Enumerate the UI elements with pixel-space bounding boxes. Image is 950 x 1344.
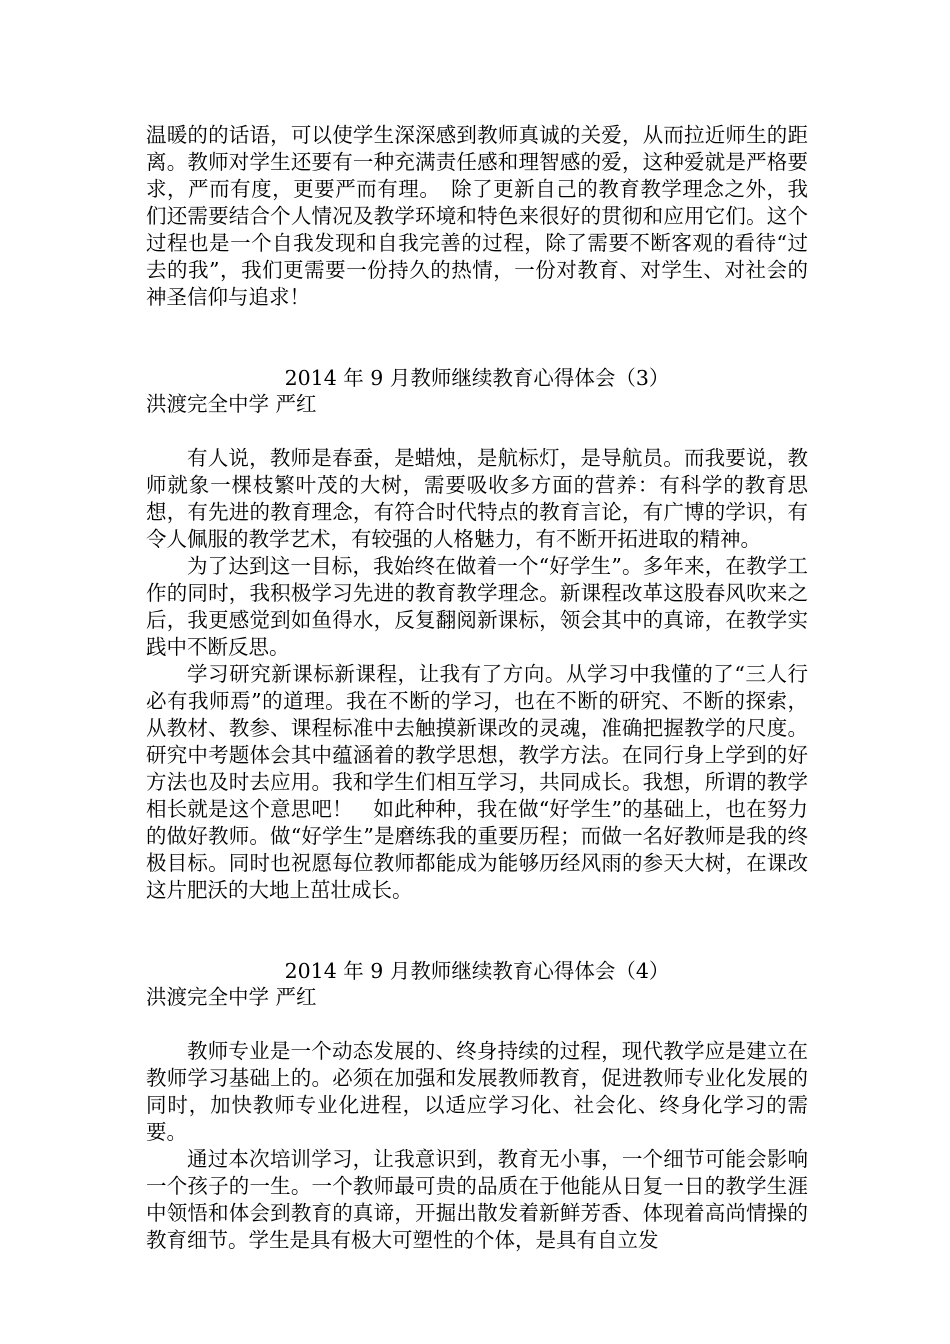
section-3-author: 洪渡完全中学 严红 <box>146 392 317 416</box>
section-3-paragraph-3: 学习研究新课标新课程，让我有了方向。从学习中我懂的了“三人行必有我师焉”的道理。我在不断的学习，也在不断的研究、不断的探索，从教材、教参、课程标准中去触摸新课改的灵魂，准确把握教学的尺度。研究中考题体会其中蕴涵着的教学思想，教学方法。在同行身上学到的好方法也及时去应用。我和学生们相互学习，共同成长。我想，所谓的教学相长就是这个意思吧！ 如此种种，我在做“好学生”的基础上，也在努力的做好教师。做“好学生”是磨练我的重要历程；而做一名好教师是我的终极目标。同时也祝愿每位教师都能成为能够历经风雨的参天大树，在课改这片肥沃的大地上茁壮成长。 <box>146 662 808 902</box>
intro-paragraph: 温暖的的话语，可以使学生深深感到教师真诚的关爱，从而拉近师生的距离。教师对学生还要有一种充满责任感和理智感的爱，这种爱就是严格要求，严而有度，更要严而有理。 除了更新自己的教育教学理念之外，我们还需要结合个人情况及教学环境和特色来很好的贯彻和应用它们。这个过程也是一个自我发现和自我完善的过程，除了需要不断客观的看待“过去的我”，我们更需要一份持久的热情，一份对教育、对学生、对社会的神圣信仰与追求！ <box>146 123 808 309</box>
section-3-paragraph-1: 有人说，教师是春蚕，是蜡烛，是航标灯，是导航员。而我要说，教师就象一棵枝繁叶茂的大树，需要吸收多方面的营养：有科学的教育思想，有先进的教育理念，有符合时代特点的教育言论，有广博的学识，有令人佩服的教学艺术，有较强的人格魅力，有不断开拓进取的精神。 <box>146 446 808 551</box>
section-4-paragraph-1: 教师专业是一个动态发展的、终身持续的过程，现代教学应是建立在教师学习基础上的。必须在加强和发展教师教育，促进教师专业化发展的同时，加快教师专业化进程，以适应学习化、社会化、终身化学习的需要。 <box>146 1039 808 1144</box>
section-spacer <box>146 1010 808 1038</box>
section-spacer <box>146 311 808 365</box>
section-3-paragraph-2: 为了达到这一目标，我始终在做着一个“好学生”。多年来，在教学工作的同时，我积极学习先进的教育教学理念。新课程改革这股春风吹来之后，我更感觉到如鱼得水，反复翻阅新课标，领会其中的真谛，在教学实践中不断反思。 <box>146 554 808 659</box>
section-4-paragraph-2: 通过本次培训学习，让我意识到，教育无小事，一个细节可能会影响一个孩子的一生。一个教师最可贵的品质在于他能从日复一日的教学生涯中领悟和体会到教育的真谛，开掘出散发着新鲜芳香、体现着高尚情操的教育细节。学生是具有极大可塑性的个体，是具有自立发 <box>146 1147 808 1252</box>
section-spacer <box>146 904 808 958</box>
document-body <box>146 122 808 1254</box>
section-spacer <box>146 417 808 445</box>
section-4-title: 2014 年 9 月教师继续教育心得体会（4） <box>284 959 670 983</box>
section-4-author: 洪渡完全中学 严红 <box>146 985 317 1009</box>
section-3-title: 2014 年 9 月教师继续教育心得体会（3） <box>284 366 670 390</box>
